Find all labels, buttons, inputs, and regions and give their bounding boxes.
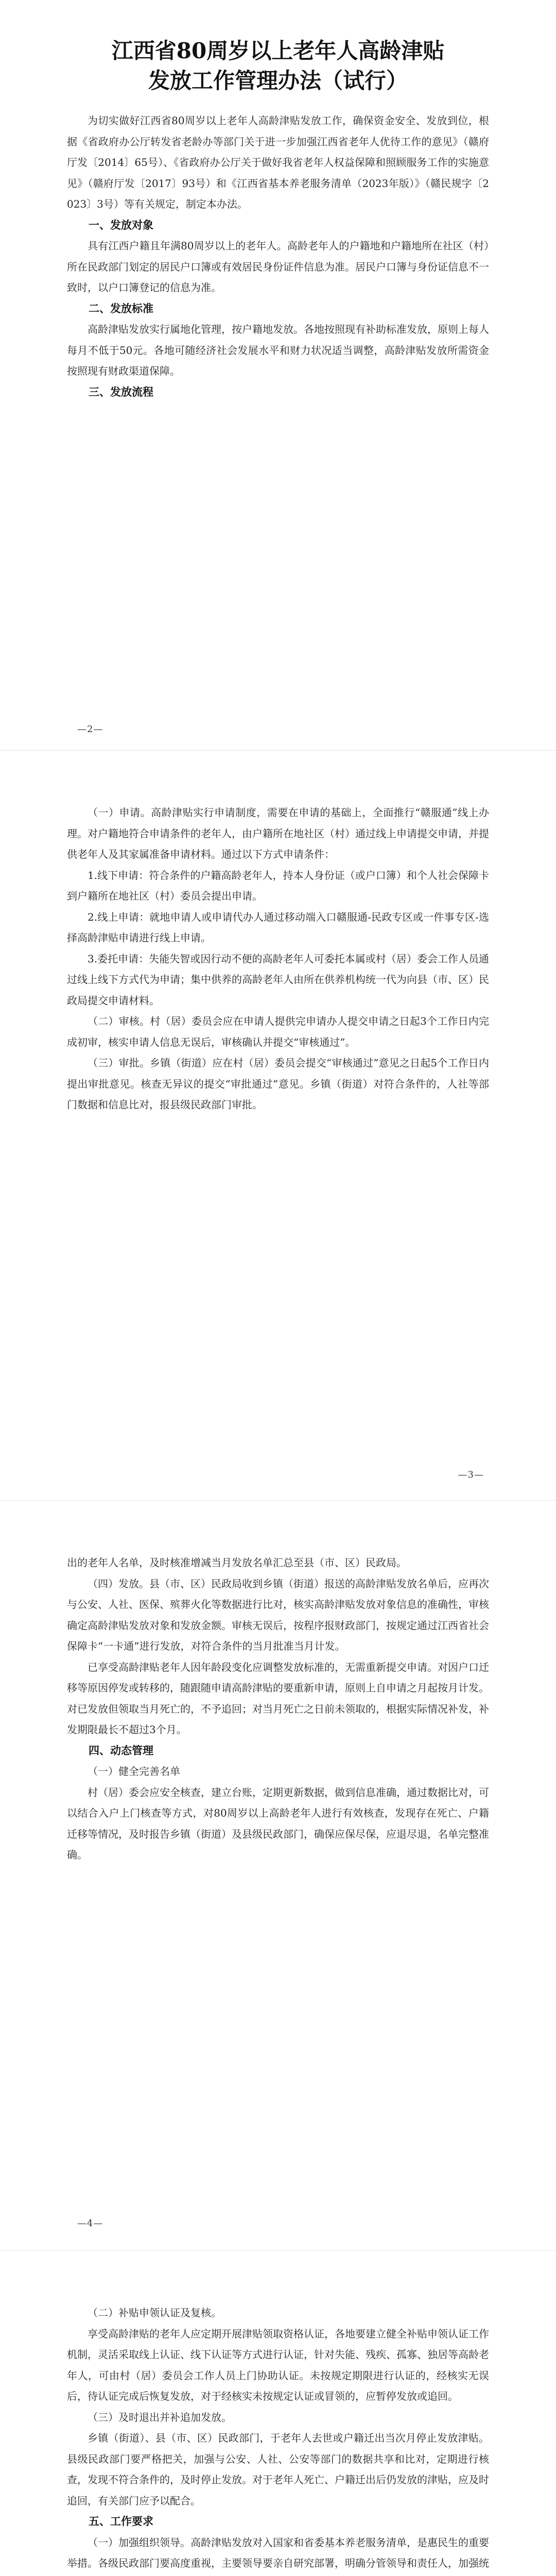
document-title-line-2: 发放工作管理办法（试行） (148, 68, 408, 93)
document-page (0, 1500, 556, 2250)
paragraph: 2.线上申请：就地申请人或申请代办人通过移动端入口赣服通-民政专区或一件事专区-选择高龄津贴申请进行线上申请。 (67, 910, 489, 944)
page-content (67, 2302, 489, 2576)
paragraph: （一）申请。高龄津贴实行申请制度，需要在申请的基础上，全面推行“赣服通”线上办理。对户籍地符合申请条件的老年人，由户籍所在地社区（村）通过线上申请提交申请，并提供老年人及其家属准备申请材料。通过以下方式申请条件： (67, 806, 489, 860)
paragraph: 高龄津贴发放实行属地化管理，按户籍地发放。各地按照现有补助标准发放，原则上每人每月不低于50元。各地可随经济社会发展水平和财力状况适当调整，高龄津贴发放所需资金按照现有财政渠道保障。 (67, 323, 489, 377)
section-heading: 四、动态管理 (89, 1744, 153, 1757)
paragraph: （三）审批。乡镇（街道）应在村（居）委员会提交“审核通过”意见之日起5个工作日内提出审批意见。核查无异议的提交“审批通过”意见。乡镇（街道）对符合条件的，人社等部门数据和信息比对，报县级民政部门审批。 (67, 1057, 489, 1111)
paragraph: （二）审核。村（居）委员会应在申请人提供完申请办人提交申请之日起3个工作日内完成初审，核实申请人信息无误后，审核确认并提交“审核通过”。 (67, 1015, 489, 1048)
paragraph: 乡镇（街道）、县（市、区）民政部门，于老年人去世或户籍迁出当次月停止发放津贴。县级民政部门要严格把关，加强与公安、人社、公安等部门的数据共享和比对，定期进行核查，发现不符合条件的，及时停止发放。对于老年人死亡、户籍迁出后仍发放的津贴，应及时追回，有关部门应予以配合。 (67, 2432, 489, 2507)
paragraph: （四）发放。县（市、区）民政局收到乡镇（街道）报送的高龄津贴发放名单后，应再次与公安、人社、医保、殡葬火化等数据进行比对，核实高龄津贴发放对象信息的准确性，审核确定高龄津贴发放对象和发放金额。审核无误后，按程序报财政部门，按规定通过江西省社会保障卡“一卡通”进行发放，对符合条件的当月批准当月计发。 (67, 1577, 489, 1652)
paragraph: 为切实做好江西省80周岁以上老年人高龄津贴发放工作，确保资金安全、发放到位，根据《省政府办公厅转发省老龄办等部门关于进一步加强江西省老年人优待工作的意见》（赣府厅发〔2014〕65号）、《省政府办公厅关于做好我省老年人权益保障和照顾服务工作的实施意见》（赣府厅发〔2017〕93号）和《江西省基本养老服务清单（2023年版）》（赣民规字〔2023〕3号）等有关规定，制定本办法。 (67, 114, 489, 210)
paragraph: 出的老年人名单，及时核准增减当月发放名单汇总至县（市、区）民政局。 (67, 1556, 407, 1569)
paragraph: 享受高龄津贴的老年人应定期开展津贴领取资格认证，各地要建立健全补贴申领认证工作机制，灵活采取线上认证、线下认证等方式进行认证，针对失能、残疾、孤寡、独居等高龄老年人，可由村（居）委员会工作人员上门协助认证。未按规定期限进行认证的，经核实无误后，待认证完成后恢复发放，对于经核实未按规定认证或冒领的，应暂停发放或追回。 (67, 2327, 489, 2402)
section-heading: 一、发放对象 (89, 218, 153, 231)
page-content (67, 1552, 489, 1866)
document-page (0, 0, 556, 750)
page-number: —4— (77, 2218, 103, 2229)
document-page (0, 750, 556, 1500)
page-content (67, 36, 489, 402)
section-heading: 五、工作要求 (89, 2515, 153, 2528)
paragraph: （二）补贴申领认证及复核。 (88, 2307, 221, 2319)
document-title (67, 36, 489, 96)
paragraph: （三）及时退出并补追加发放。 (88, 2411, 232, 2424)
document-page (0, 2250, 556, 2576)
page-number: —2— (77, 724, 103, 735)
paragraph: 具有江西户籍且年满80周岁以上的老年人。高龄老年人的户籍地和户籍地所在社区（村）所在民政部门划定的居民户口簿或有效居民身份证件信息为准。居民户口簿与身份证信息不一致时，以户口簿登记的信息为准。 (67, 240, 489, 294)
paragraph: （一）加强组织领导。高龄津贴发放对入国家和省委基本养老服务清单，是惠民生的重要举措。各级民政部门要高度重视，主要领导要亲自研究部署，明确分管领导和责任人，加强统 (67, 2536, 489, 2569)
paragraph: 1.线下申请：符合条件的户籍高龄老年人，持本人身份证（或户口簿）和个人社会保障卡到户籍所在地社区（村）委员会提出申请。 (67, 869, 489, 902)
paragraph: 已享受高龄津贴老年人因年龄段变化应调整发放标准的，无需重新提交申请。对因户口迁移等原因停发或转移的，随跟随申请高龄津贴的要重新申请，原则上自申请之月起按月计发。对已发放但领取当月死亡的，不予追回；对当月死亡之日前未领取的，根据实际情况补发，补发期限最长不超过3个月。 (67, 1660, 489, 1736)
section-heading: 三、发放流程 (89, 385, 153, 398)
section-heading: 二、发放标准 (89, 302, 153, 315)
paragraph: 村（居）委会应安全核查，建立台账，定期更新数据，做到信息准确，通过数据比对，可以结合入户上门核查等方式，对80周岁以上高龄老年人进行有效核查，发现存在死亡、户籍迁移等情况，及时报告乡镇（街道）及县级民政部门，确保应保尽保，应退尽退，名单完整准确。 (67, 1786, 489, 1861)
paragraph: （一）健全完善名单 (88, 1765, 180, 1777)
paragraph: 3.委托申请：失能失智或因行动不便的高龄老年人可委托本属或村（居）委会工作人员通过线上线下方式代为申请；集中供养的高龄老年人由所在供养机构统一代为向县（市、区）民政局提交申请材料。 (67, 952, 489, 1007)
page-number: —3— (458, 1469, 484, 1480)
document-title-line-1: 江西省80周岁以上老年人高龄津贴 (111, 38, 445, 63)
page-content (67, 802, 489, 1115)
